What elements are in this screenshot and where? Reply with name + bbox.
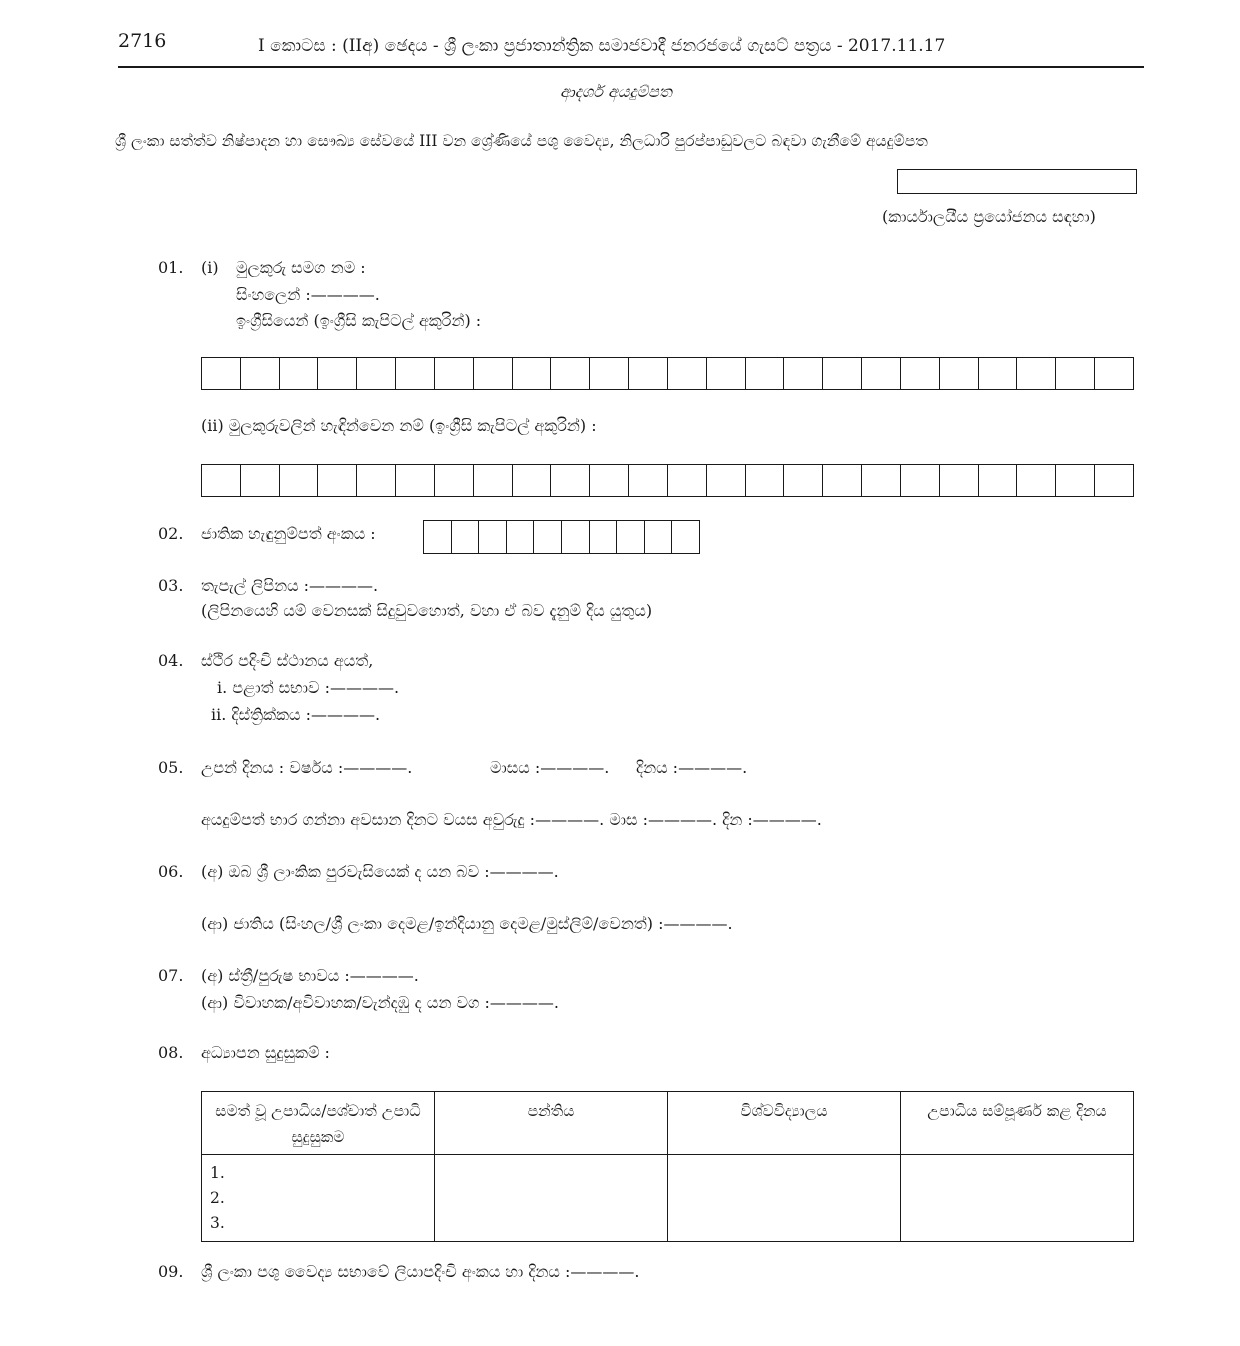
col-class: පන්තිය xyxy=(435,1092,668,1155)
q08-number: 08. xyxy=(158,1043,184,1062)
character-box[interactable] xyxy=(590,358,629,389)
character-box[interactable] xyxy=(534,521,562,553)
university-cell[interactable] xyxy=(668,1155,901,1242)
character-box[interactable] xyxy=(241,358,280,389)
character-box[interactable] xyxy=(940,465,979,496)
q01-number: 01. xyxy=(158,258,184,277)
character-box[interactable] xyxy=(629,465,668,496)
initials-letter-boxes[interactable] xyxy=(201,464,1134,497)
character-box[interactable] xyxy=(241,465,280,496)
character-box[interactable] xyxy=(435,358,474,389)
q08-label: අධ්‍යාපන සුදුසුකම් : xyxy=(201,1043,330,1062)
character-box[interactable] xyxy=(1017,465,1056,496)
q04-number: 04. xyxy=(158,651,184,670)
character-box[interactable] xyxy=(645,521,673,553)
character-box[interactable] xyxy=(474,465,513,496)
character-box[interactable] xyxy=(784,358,823,389)
character-box[interactable] xyxy=(280,358,319,389)
character-box[interactable] xyxy=(617,521,645,553)
q06-ethnicity: (ආ) ජාතිය (සිංහල/ශ්‍රී ලංකා දෙමළ/ඉන්දියානු දෙමළ/මුස්ලිම්/වෙනත්) :————. xyxy=(201,914,733,933)
q05-number: 05. xyxy=(158,758,184,777)
q04-label: ස්ථිර පදිංචි ස්ථානය අයත්, xyxy=(201,651,374,670)
completion-date-cell[interactable] xyxy=(901,1155,1134,1242)
q07-civil-status: (ආ) විවාහක/අවිවාහක/වැන්දඹු ද යන වග :————. xyxy=(201,993,559,1012)
table-row xyxy=(202,1155,1134,1242)
character-box[interactable] xyxy=(746,358,785,389)
character-box[interactable] xyxy=(672,521,700,553)
q01-english-name: ඉංග්‍රීසියෙන් (ඉංග්‍රීසි කැපිටල් අකුරින්) : xyxy=(236,311,482,330)
character-box[interactable] xyxy=(1095,358,1134,389)
q07-gender: (අ) ස්ත්‍රී/පුරුෂ භාවය :————. xyxy=(201,966,419,985)
character-box[interactable] xyxy=(707,465,746,496)
character-box[interactable] xyxy=(746,465,785,496)
character-box[interactable] xyxy=(784,465,823,496)
character-box[interactable] xyxy=(562,521,590,553)
q03-note: (ලිපිනයෙහි යම් වෙනසක් සිදුවුවහොත්, වහා ඒ බව දැනුම් දිය යුතුය) xyxy=(201,601,653,620)
character-box[interactable] xyxy=(479,521,507,553)
character-box[interactable] xyxy=(590,521,618,553)
q09-label: ශ්‍රී ලංකා පශු වෛද්‍ය සභාවේ ලියාපදිංචි අංකය හා දිනය :————. xyxy=(201,1262,640,1281)
q02-number: 02. xyxy=(158,524,184,543)
q06-citizenship: (අ) ඔබ ශ්‍රී ලාංකික පුරවැසියෙක් ද යන බව :————. xyxy=(201,862,559,881)
form-title: ශ්‍රී ලංකා සත්ත්ව නිෂ්පාදන හා සෞඛ්‍ය සේවයේ III වන ශ්‍රේණියේ පශු වෛද්‍ය, නිලධාරි පුරප්පාඩුවලට බඳවා ගැනීමේ අයදුම්පත xyxy=(115,132,928,150)
character-box[interactable] xyxy=(979,465,1018,496)
character-box[interactable] xyxy=(452,521,480,553)
col-degree: සමත් වූ උපාධිය/පශ්චාත් උපාධි සුදුසුකම xyxy=(202,1092,435,1155)
q03-label: තැපැල් ලිපිනය :————. xyxy=(201,576,379,595)
character-box[interactable] xyxy=(862,358,901,389)
character-box[interactable] xyxy=(396,358,435,389)
q01-i-label: මුලකුරු සමග නම : xyxy=(236,258,366,277)
col-university: විශ්වවිද්‍යාලය xyxy=(668,1092,901,1155)
q02-label: ජාතික හැඳුනුම්පත් අංකය : xyxy=(201,524,376,543)
character-box[interactable] xyxy=(357,465,396,496)
q05-birth-year: උපන් දිනය : වර්ෂය :————. xyxy=(201,758,413,777)
character-box[interactable] xyxy=(396,465,435,496)
header-rule xyxy=(118,66,1144,68)
row-number: 2. xyxy=(210,1189,225,1207)
character-box[interactable] xyxy=(551,358,590,389)
education-table xyxy=(201,1091,1134,1242)
character-box[interactable] xyxy=(862,465,901,496)
character-box[interactable] xyxy=(202,358,241,389)
q01-sinhala-name: සිංහලෙන් :————. xyxy=(236,285,380,304)
character-box[interactable] xyxy=(590,465,629,496)
character-box[interactable] xyxy=(940,358,979,389)
class-cell[interactable] xyxy=(435,1155,668,1242)
q07-number: 07. xyxy=(158,966,184,985)
character-box[interactable] xyxy=(318,465,357,496)
character-box[interactable] xyxy=(707,358,746,389)
character-box[interactable] xyxy=(668,358,707,389)
character-box[interactable] xyxy=(513,358,552,389)
character-box[interactable] xyxy=(823,358,862,389)
character-box[interactable] xyxy=(424,521,452,553)
row-number: 3. xyxy=(210,1214,225,1232)
character-box[interactable] xyxy=(507,521,535,553)
character-box[interactable] xyxy=(1095,465,1134,496)
character-box[interactable] xyxy=(474,358,513,389)
nic-number-boxes[interactable] xyxy=(423,520,700,554)
degree-cell[interactable] xyxy=(202,1155,435,1242)
character-box[interactable] xyxy=(435,465,474,496)
character-box[interactable] xyxy=(1017,358,1056,389)
q05-birth-day: දිනය :————. xyxy=(636,758,748,777)
q09-number: 09. xyxy=(158,1262,184,1281)
character-box[interactable] xyxy=(979,358,1018,389)
office-use-box[interactable] xyxy=(897,169,1137,194)
character-box[interactable] xyxy=(901,358,940,389)
character-box[interactable] xyxy=(280,465,319,496)
q04-province: i. පළාත් සභාව :————. xyxy=(217,678,400,697)
q01-ii-line: (ii) මුලකුරුවලින් හැඳින්වෙන නම් (ඉංග්‍රීසි කැපිටල් අකුරින්) : xyxy=(201,416,597,435)
character-box[interactable] xyxy=(357,358,396,389)
office-use-label: (කාර්යාලයීය ප්‍රයෝජනය සඳහා) xyxy=(882,207,1096,226)
education-table-header xyxy=(202,1092,1134,1155)
q04-district: ii. දිස්ත්‍රික්කය :————. xyxy=(211,705,381,724)
character-box[interactable] xyxy=(318,358,357,389)
character-box[interactable] xyxy=(823,465,862,496)
character-box[interactable] xyxy=(1056,358,1095,389)
gazette-title: I කොටස : (IIඅ) ඡෙදය - ශ්‍රී ලංකා ප්‍රජාතාන්ත්‍රික සමාජවාදී ජනරජයේ ගැසට් පත්‍රය - 2017.11.17 xyxy=(258,36,946,56)
form-heading: ආදර්ශ අයදුම්පත xyxy=(560,82,672,101)
col-completion-date: උපාධිය සම්පූර්ණ කළ දිනය xyxy=(901,1092,1134,1155)
row-number: 1. xyxy=(210,1164,225,1182)
page-number: 2716 xyxy=(118,30,167,52)
q05-birth-month: මාසය :————. xyxy=(490,758,610,777)
character-box[interactable] xyxy=(668,465,707,496)
character-box[interactable] xyxy=(1056,465,1095,496)
q05-age: අයදුම්පත් භාර ගන්නා අවසාන දිනට වයස අවුරුදු :————. මාස :————. දින :————. xyxy=(201,810,822,829)
name-letter-boxes[interactable] xyxy=(201,357,1134,390)
character-box[interactable] xyxy=(901,465,940,496)
q01-i-mark: (i) xyxy=(201,258,219,277)
character-box[interactable] xyxy=(629,358,668,389)
q03-number: 03. xyxy=(158,576,184,595)
character-box[interactable] xyxy=(513,465,552,496)
character-box[interactable] xyxy=(202,465,241,496)
character-box[interactable] xyxy=(551,465,590,496)
q06-number: 06. xyxy=(158,862,184,881)
